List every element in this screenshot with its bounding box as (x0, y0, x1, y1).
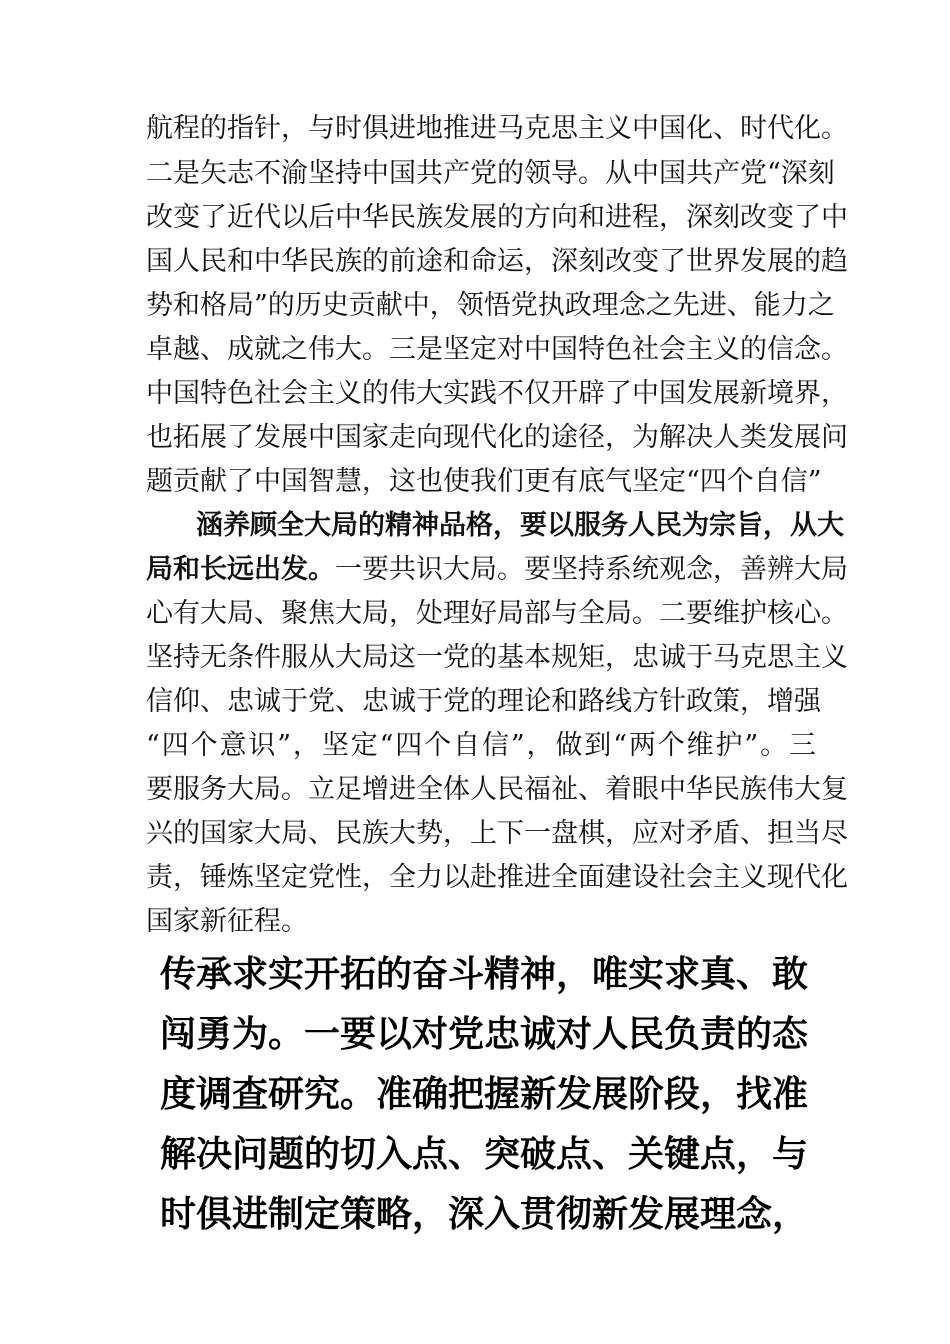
text-line: 卓越、成就之伟大。三是坚定对中国特色社会主义的信念。 (146, 334, 848, 365)
text-span: 一要共识大局。要坚持系统观念，善辨大局 (335, 554, 848, 585)
large-text-line: 闯勇为。一要以对党忠诚对人民负责的态 (160, 1013, 809, 1055)
text-line: 题贡献了中国智慧，这也使我们更有底气坚定“四个自信” (146, 466, 822, 497)
large-text-line: 解决问题的切入点、突破点、关键点，与 (160, 1133, 809, 1175)
text-line: 国家新征程。 (146, 906, 308, 937)
large-text-line: 时俱进制定策略，深入贯彻新发展理念， (160, 1193, 809, 1235)
text-line: 改变了近代以后中华民族发展的方向和进程，深刻改变了中 (146, 202, 848, 233)
text-line: 航程的指针，与时俱进地推进马克思主义中国化、时代化。 (146, 113, 848, 144)
paragraph-heading: 涵养顾全大局的精神品格，要以服务人民为宗旨，从大 (196, 510, 844, 541)
text-line: 势和格局”的历史贡献中，领悟党执政理念之先进、能力之 (146, 290, 835, 321)
text-line: 国人民和中华民族的前途和命运，深刻改变了世界发展的趋 (146, 246, 848, 277)
text-line: 要服务大局。立足增进全体人民福祉、着眼中华民族伟大复 (146, 774, 848, 805)
paragraph-heading-end: 局和长远出发。 (146, 554, 335, 585)
text-line: 责，锤炼坚定党性，全力以赴推进全面建设社会主义现代化 (146, 862, 848, 893)
text-line: 也拓展了发展中国家走向现代化的途径，为解决人类发展问 (146, 422, 848, 453)
large-text-line: 度调查研究。准确把握新发展阶段，找准 (160, 1073, 809, 1115)
text-line: 二是矢志不渝坚持中国共产党的领导。从中国共产党“深刻 (146, 158, 835, 189)
text-line (146, 548, 848, 592)
text-line: 坚持无条件服从大局这一党的基本规矩，忠诚于马克思主义 (146, 642, 848, 673)
text-line: 兴的国家大局、民族大势，上下一盘棋，应对矛盾、担当尽 (146, 818, 848, 849)
large-text-line: 传承求实开拓的奋斗精神，唯实求真、敢 (160, 953, 809, 995)
text-line: “四个意识”，坚定“四个自信”，做到“两个维护”。三 (146, 730, 816, 761)
text-line: 心有大局、聚焦大局，处理好局部与全局。二要维护核心。 (146, 598, 848, 629)
text-line: 中国特色社会主义的伟大实践不仅开辟了中国发展新境界， (146, 378, 848, 409)
text-line: 信仰、忠诚于党、忠诚于党的理论和路线方针政策，增强 (146, 686, 821, 717)
